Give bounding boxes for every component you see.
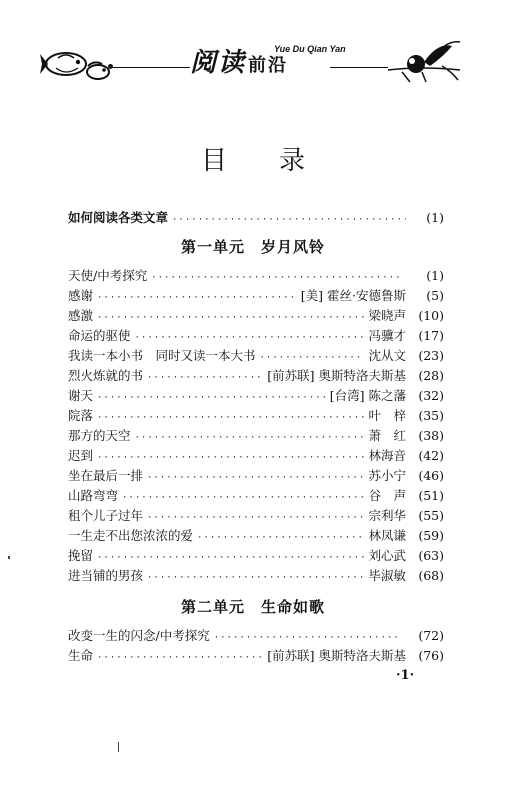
toc-title: 山路弯弯 xyxy=(68,488,119,503)
dot-leader xyxy=(151,273,402,283)
toc-author: 苏小宁 xyxy=(368,468,406,483)
toc-title: 改变一生的闪念/中考探究 xyxy=(68,628,210,643)
dot-leader xyxy=(147,513,364,523)
dot-leader xyxy=(97,413,364,423)
unit-name: 岁月风铃 xyxy=(261,238,326,256)
toc-page: (17) xyxy=(418,328,444,343)
dot-leader xyxy=(97,453,364,463)
banner-title-part1: 阅读 xyxy=(190,48,247,78)
unit-name: 生命如歌 xyxy=(261,598,326,616)
toc-row[interactable] xyxy=(68,406,444,426)
toc-page: (59) xyxy=(418,528,444,543)
toc-page: (76) xyxy=(418,648,444,663)
dot-leader xyxy=(135,433,365,443)
toc-author: 梁晓声 xyxy=(368,308,406,323)
dot-leader xyxy=(97,393,326,403)
dot-leader xyxy=(97,653,263,663)
toc-author: 林凤谦 xyxy=(368,528,406,543)
toc-title: 如何阅读各类文章 xyxy=(68,210,169,225)
toc-row[interactable] xyxy=(68,646,444,666)
dot-leader xyxy=(97,553,364,563)
toc-row[interactable] xyxy=(68,546,444,566)
toc-title: 院落 xyxy=(68,408,94,423)
toc-page: (72) xyxy=(418,628,444,643)
toc-page: (63) xyxy=(418,548,444,563)
toc-author: [前苏联] 奥斯特洛夫斯基 xyxy=(267,648,406,663)
unit-heading-2 xyxy=(0,596,506,617)
toc-row[interactable] xyxy=(68,446,444,466)
dot-leader xyxy=(122,493,364,503)
toc-author: [前苏联] 奥斯特洛夫斯基 xyxy=(267,368,406,383)
toc-row[interactable] xyxy=(68,386,444,406)
scan-speck xyxy=(8,556,10,559)
toc-row[interactable] xyxy=(68,466,444,486)
toc-title: 坐在最后一排 xyxy=(68,468,144,483)
toc-author: 林海音 xyxy=(368,448,406,463)
toc-author: 沈从文 xyxy=(368,348,406,363)
banner-rule-left xyxy=(110,67,190,68)
toc-author: 刘心武 xyxy=(368,548,406,563)
toc-row[interactable] xyxy=(68,486,444,506)
toc-title: 迟到 xyxy=(68,448,94,463)
toc-author: 宗利华 xyxy=(368,508,406,523)
toc-page: (5) xyxy=(426,288,444,303)
flower-icon xyxy=(382,36,466,84)
toc-page: (51) xyxy=(418,488,444,503)
toc-title: 感谢 xyxy=(68,288,94,303)
toc-title: 感激 xyxy=(68,308,94,323)
dot-leader xyxy=(135,333,365,343)
page-title: 目录 xyxy=(200,146,357,176)
toc-row[interactable] xyxy=(68,346,444,366)
toc-page: (42) xyxy=(418,448,444,463)
toc-row[interactable] xyxy=(68,566,444,586)
toc-row-intro[interactable] xyxy=(68,208,444,228)
toc-title: 那方的天空 xyxy=(68,428,131,443)
toc-author: [台湾] 陈之藩 xyxy=(329,388,406,403)
toc-author: [美] 霍丝·安德鲁斯 xyxy=(300,288,406,303)
bird-icon xyxy=(84,58,114,82)
dot-leader xyxy=(147,573,364,583)
scan-mark xyxy=(118,742,119,752)
toc-author: 萧 红 xyxy=(368,428,406,443)
toc-row[interactable] xyxy=(68,506,444,526)
toc-row[interactable] xyxy=(68,526,444,546)
unit-heading-1 xyxy=(0,236,506,257)
toc-author: 叶 梓 xyxy=(368,408,406,423)
page-number: ·1· xyxy=(396,668,415,683)
dot-leader xyxy=(147,473,364,483)
toc-page: (1) xyxy=(426,268,444,283)
dot-leader xyxy=(97,313,364,323)
toc-page: (38) xyxy=(418,428,444,443)
toc-title: 天使/中考探究 xyxy=(68,268,148,283)
toc-title: 谢天 xyxy=(68,388,94,403)
dot-leader xyxy=(147,373,263,383)
toc-author: 谷 声 xyxy=(368,488,406,503)
toc-title: 租个儿子过年 xyxy=(68,508,144,523)
header-banner xyxy=(30,30,470,90)
toc-page: (32) xyxy=(418,388,444,403)
unit-label: 第一单元 xyxy=(180,238,245,256)
dot-leader xyxy=(214,633,402,643)
toc-page: (46) xyxy=(418,468,444,483)
dot-leader xyxy=(260,353,365,363)
toc-page: (10) xyxy=(418,308,444,323)
dot-leader xyxy=(97,293,297,303)
dot-leader xyxy=(172,215,406,225)
toc-author: 毕淑敏 xyxy=(368,568,406,583)
toc-page: (28) xyxy=(418,368,444,383)
toc-title: 挽留 xyxy=(68,548,94,563)
toc-page: (1) xyxy=(426,210,444,225)
toc-title: 进当铺的男孩 xyxy=(68,568,144,583)
toc-title: 命运的驱使 xyxy=(68,328,131,343)
toc-row[interactable] xyxy=(68,626,444,646)
toc-row[interactable] xyxy=(68,286,444,306)
banner-dot xyxy=(108,64,113,69)
toc-title: 我读一本小书 同时又读一本大书 xyxy=(68,348,256,363)
toc-row[interactable] xyxy=(68,326,444,346)
banner-rule-right xyxy=(330,67,388,68)
toc-row[interactable] xyxy=(68,266,444,286)
toc-title: 烈火炼就的书 xyxy=(68,368,144,383)
banner-pinyin: Yue Du Qian Yan xyxy=(274,44,346,54)
banner-title-part2: 前沿 xyxy=(248,55,289,76)
toc-page: (68) xyxy=(418,568,444,583)
dot-leader xyxy=(197,533,364,543)
toc-title: 一生走不出您浓浓的爱 xyxy=(68,528,194,543)
toc-title: 生命 xyxy=(68,648,94,663)
toc-page: (35) xyxy=(418,408,444,423)
toc-author: 冯骥才 xyxy=(368,328,406,343)
toc-page: (23) xyxy=(418,348,444,363)
unit-label: 第二单元 xyxy=(180,598,245,616)
toc-row[interactable] xyxy=(68,306,444,326)
toc-row[interactable] xyxy=(68,426,444,446)
toc-row[interactable] xyxy=(68,366,444,386)
toc-page: (55) xyxy=(418,508,444,523)
